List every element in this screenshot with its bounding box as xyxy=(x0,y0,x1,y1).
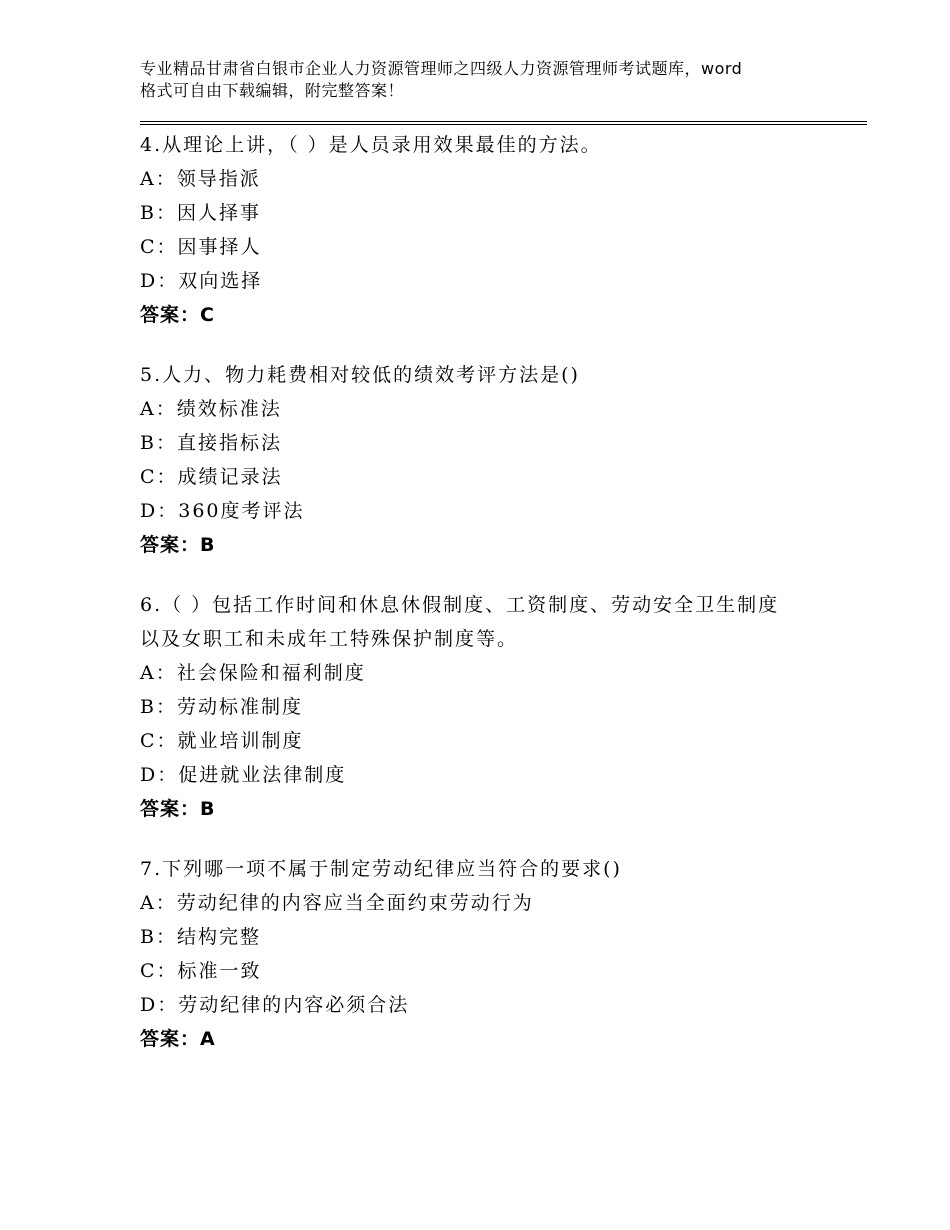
option-b: B：劳动标准制度 xyxy=(140,696,303,718)
option-d: D：劳动纪律的内容必须合法 xyxy=(140,994,410,1016)
question-stem-line-1: 6.（ ）包括工作时间和休息休假制度、工资制度、劳动安全卫生制度 xyxy=(140,594,780,616)
option-c: C：因事择人 xyxy=(140,236,262,258)
option-b: B：直接指标法 xyxy=(140,432,282,454)
header-divider-bottom xyxy=(140,124,867,125)
answer-label: 答案：A xyxy=(140,1028,216,1050)
question-5 xyxy=(140,358,850,562)
option-a: A：绩效标准法 xyxy=(140,398,282,420)
option-b: B：因人择事 xyxy=(140,202,261,224)
question-4 xyxy=(140,128,850,332)
option-c: C：成绩记录法 xyxy=(140,466,283,488)
option-d: D：360度考评法 xyxy=(140,500,305,522)
question-6 xyxy=(140,588,850,826)
option-a: A：社会保险和福利制度 xyxy=(140,662,366,684)
option-c: C：标准一致 xyxy=(140,960,262,982)
question-7 xyxy=(140,852,850,1056)
option-d: D：促进就业法律制度 xyxy=(140,764,347,786)
option-b: B：结构完整 xyxy=(140,926,261,948)
option-a: A：领导指派 xyxy=(140,168,261,190)
question-stem: 7.下列哪一项不属于制定劳动纪律应当符合的要求() xyxy=(140,858,622,880)
answer-label: 答案：B xyxy=(140,798,216,820)
question-stem-line-2: 以及女职工和未成年工特殊保护制度等。 xyxy=(140,628,519,650)
question-stem: 5.人力、物力耗费相对较低的绩效考评方法是() xyxy=(140,364,580,386)
header-line-1: 专业精品甘肃省白银市企业人力资源管理师之四级人力资源管理师考试题库，word xyxy=(140,59,743,78)
option-c: C：就业培训制度 xyxy=(140,730,304,752)
document-header xyxy=(140,58,840,102)
question-list xyxy=(140,128,850,1082)
option-a: A：劳动纪律的内容应当全面约束劳动行为 xyxy=(140,892,534,914)
header-line-2: 格式可自由下载编辑，附完整答案！ xyxy=(140,81,405,100)
option-d: D：双向选择 xyxy=(140,270,263,292)
header-divider-top xyxy=(140,121,867,122)
question-stem: 4.从理论上讲，（ ）是人员录用效果最佳的方法。 xyxy=(140,134,602,156)
answer-label: 答案：B xyxy=(140,534,216,556)
answer-label: 答案：C xyxy=(140,304,215,326)
